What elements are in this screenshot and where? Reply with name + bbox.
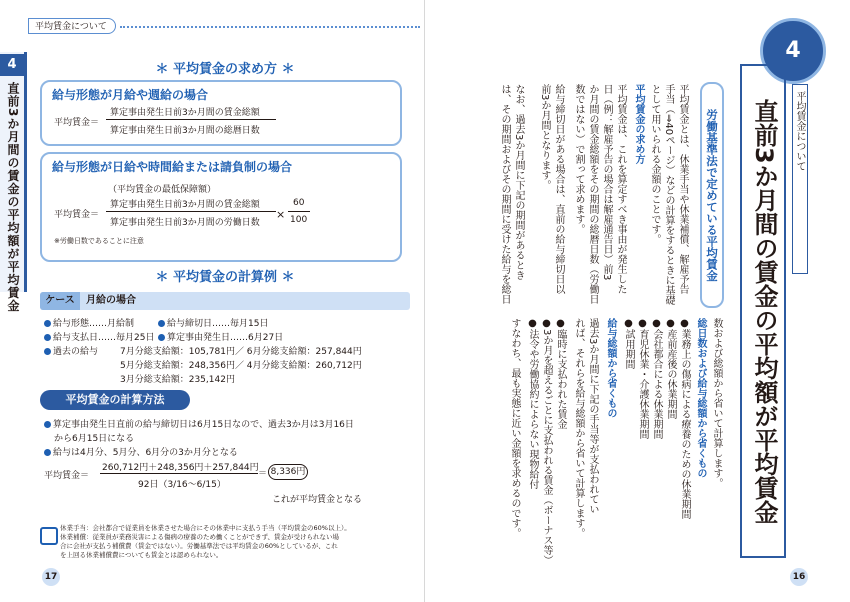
method-numerator: 260,712円＋248,356円＋257,844円 (102, 463, 259, 473)
list-item: ●育児休業・介護休業期間 (637, 318, 648, 439)
body-column: は、その期間およびその期間に受けた給与を総日 (499, 84, 510, 304)
list-item: ●法令や労働協約によらない現物給付 (527, 318, 538, 489)
list-item: ●臨時に支払われた賃金 (555, 318, 566, 429)
running-header: 平均賃金について (28, 18, 116, 34)
page-number-right: 16 (790, 568, 808, 586)
past-pay-label: 過去の給与 (44, 344, 98, 357)
body-column: 給与締切日がある場合は、直前の給与締切日以 (553, 84, 564, 294)
example-row: 給与支払日……毎月25日 (44, 330, 154, 343)
body-heading: 給与総額から省くもの (605, 318, 616, 418)
body-column: 平均賃金は、これを算定すべき事由が発生した (615, 84, 626, 294)
bullet-icon (44, 334, 51, 341)
daily-frac-den: 100 (290, 215, 308, 225)
side-tab-number: 4 (0, 54, 24, 76)
method-denominator: 92日（3/16〜6/15） (138, 480, 226, 490)
body-heading: 平均賃金の求め方 (633, 84, 644, 164)
daily-frac-line (288, 211, 310, 212)
example-row: 給与締切日……毎月15日 (158, 316, 268, 329)
body-column: 手当（⇒40ページ）などの計算をするときに基礎 (663, 84, 674, 306)
bullet-icon (44, 421, 51, 428)
past-pay-line: 7月分総支給額：105,781円／ 6月分総支給額：257,844円 (120, 347, 362, 357)
monthly-lhs: 平均賃金＝ (54, 118, 100, 128)
body-column: 数ではない）で割って求めます。 (573, 84, 584, 234)
right-page-subtitle: 労働基準法で定めている平均賃金 (700, 82, 724, 308)
past-pay-line: 5月分総支給額：248,356円／ 4月分総支給額：260,712円 (120, 361, 362, 371)
method-bullet-cont: から6月15日になる (54, 434, 135, 444)
body-column: 過去3か月間に下記の手当等が支払われてい (587, 318, 598, 515)
daily-times: × (276, 208, 286, 221)
example-row: 算定事由発生日……6月27日 (158, 330, 283, 343)
side-tab-title: 直前3か月間の賃金の平均額が平均賃金 (6, 82, 20, 313)
bullet-icon (158, 320, 165, 327)
book-icon (40, 527, 58, 545)
method-section-title: 平均賃金の計算方法 (40, 390, 190, 410)
method-result-note: これが平均賃金となる (272, 495, 363, 505)
right-page-title: 直前3か月間の賃金の平均額が平均賃金 (740, 64, 786, 558)
monthly-numerator: 算定事由発生日前3か月間の賃金総額 (110, 108, 260, 118)
running-label-right: 平均賃金について (792, 84, 808, 274)
case-text: 月給の場合 (86, 295, 136, 306)
method-equals: ＝ (258, 469, 268, 479)
header-dotted-rule (120, 26, 420, 28)
daily-fraction-line (106, 211, 276, 212)
daily-numerator: 算定事由発生日前3か月間の賃金総額 (110, 200, 260, 210)
body-column: 前3か月間となります。 (539, 84, 550, 191)
chapter-number-badge: 4 (760, 18, 826, 84)
method-bullet: 給与は4月分、5月分、6月分の3か月分となる (44, 445, 238, 458)
case-label: ケース (40, 292, 80, 310)
bullet-icon (44, 320, 51, 327)
list-item: ●業務上の傷病による療養のための休業期間 (679, 318, 690, 519)
body-column: 日（例：解雇予告の場合は解雇通告日）前3 (601, 84, 612, 281)
body-heading: 総日数および給与総額から省くもの (695, 318, 706, 478)
body-column: なお、過去3か月間に下記の期間があるとき (513, 84, 524, 281)
method-result: 8,336円 (268, 464, 308, 480)
body-column: 数および総額から省いて計算します。 (711, 318, 722, 488)
body-column: として用いられる金額のことです。 (649, 84, 660, 244)
list-item: ●試用期間 (623, 318, 634, 369)
body-column: か月間の賃金総額をその期間の総暦日数（労働日 (587, 84, 598, 304)
daily-box-heading: 給与形態が日給や時間給または請負制の場合 (52, 160, 293, 174)
monthly-box-heading: 給与形態が月給や週給の場合 (52, 88, 209, 102)
list-item: ●会社都合による休業期間 (651, 318, 662, 439)
daily-footnote: ※労働日数であることに注意 (54, 237, 144, 245)
body-column: 平均賃金とは、休業手当や休業補償、解雇予告 (677, 84, 688, 294)
list-item: ●3か月を超えるごとに支払われる賃金（ボーナス等） (541, 318, 552, 566)
daily-denominator: 算定事由発生日前3か月間の労働日数 (110, 218, 260, 228)
bullet-icon (44, 449, 51, 456)
formula-section-title: ＊ 平均賃金の求め方 ＊ (155, 62, 295, 77)
daily-min-label: （平均賃金の最低保障額） (108, 185, 217, 195)
method-lhs: 平均賃金＝ (44, 471, 90, 481)
example-section-title: ＊ 平均賃金の計算例 ＊ (155, 270, 295, 285)
daily-frac-num: 60 (293, 198, 305, 208)
body-column: すなわち、最も実態に近い金額を求めるのです。 (509, 318, 520, 538)
note-block: 休業手当：会社都合で従業員を休業させた場合にその休業中に支払う手当（平均賃金の60%以上）。 休業補償：従業員が業務災害による傷病の療養のため働くことができず、賃金が受けられない場 合に会社が支払う補償費（賃金ではない）。労働基準法では平均賃金の60%としているが、これ を上回る休業補償費についても賃金とは認められない。 (60, 524, 351, 559)
body-column: れば、それらを給与総額から省いて計算します。 (573, 318, 584, 538)
past-pay-line: 3月分総支給額：235,142円 (120, 375, 235, 385)
monthly-fraction-line (106, 119, 276, 120)
method-bullet: 算定事由発生日直前の給与締切日は6月15日なので、過去3か月は3月16日 (44, 417, 354, 430)
example-row: 給与形態……月給制 (44, 316, 134, 329)
page-number-left: 17 (42, 568, 60, 586)
bullet-icon (158, 334, 165, 341)
list-item: ●産前産後の休業期間 (665, 318, 676, 419)
monthly-denominator: 算定事由発生日前3か月間の総暦日数 (110, 126, 260, 136)
daily-lhs: 平均賃金＝ (54, 210, 100, 220)
method-fraction-line (100, 473, 258, 474)
bullet-icon (44, 348, 51, 355)
